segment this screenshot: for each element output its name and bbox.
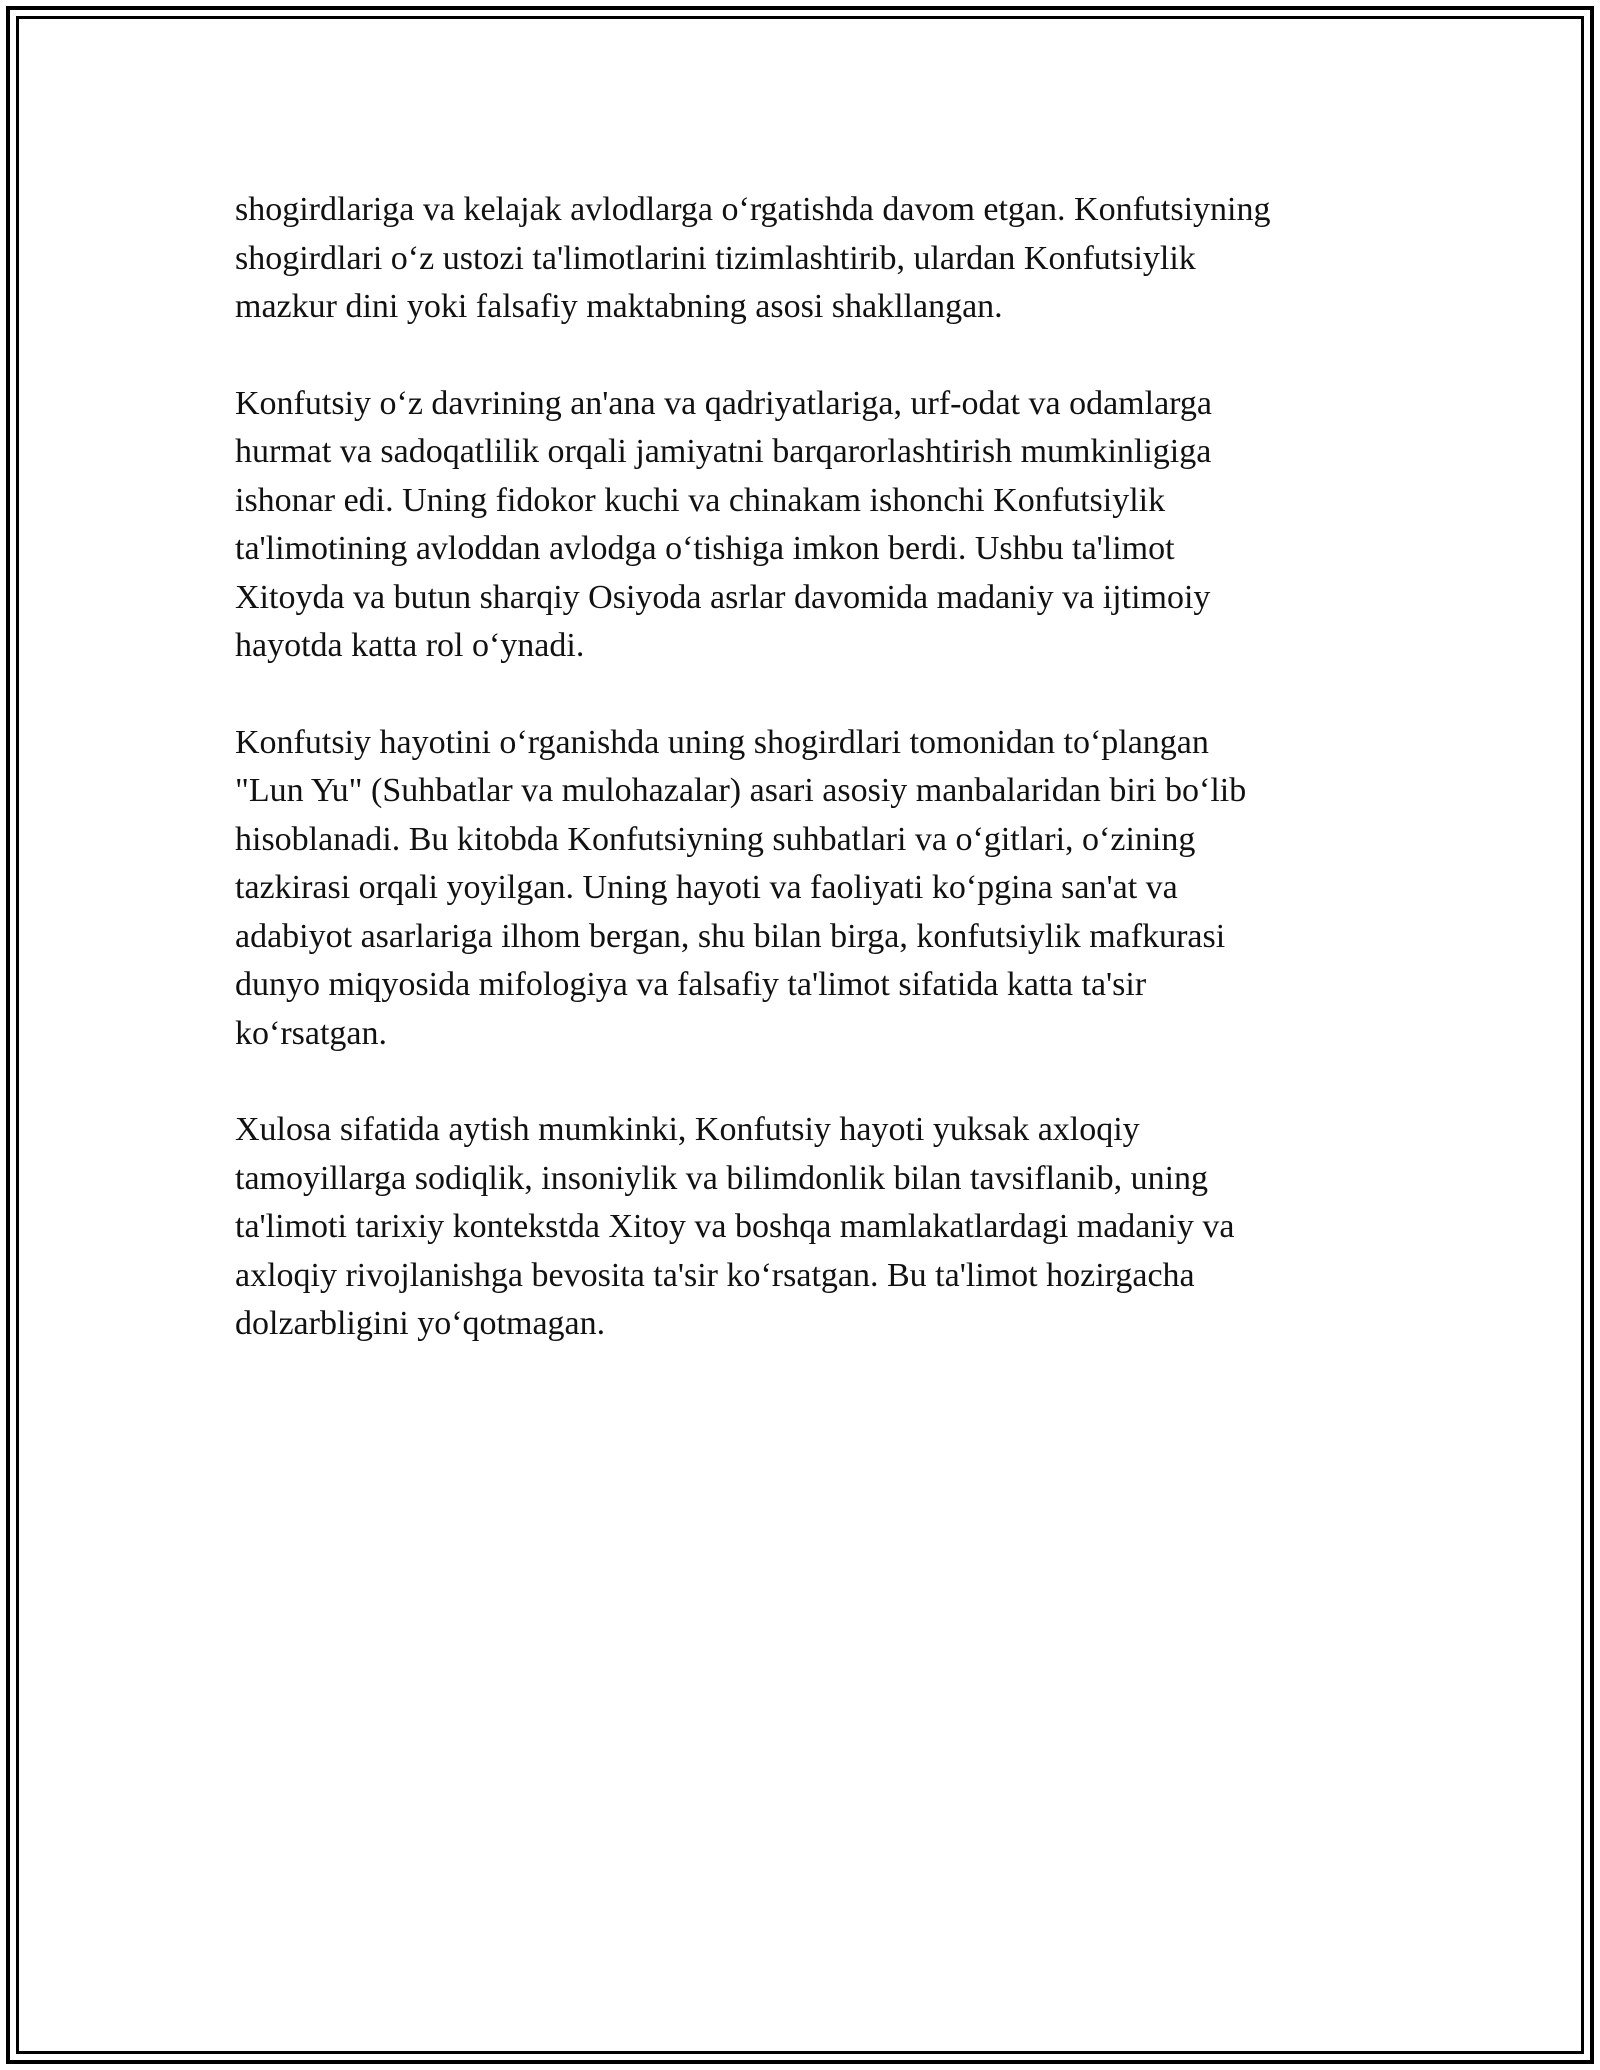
paragraph-1: shogirdlariga va kelajak avlodlarga o‘rgatishda davom etgan. Konfutsiyning shogirdlari o‘z ustozi ta'limotlarini tizimlashtirib, ulardan Konfutsiylik mazkur dini yoki falsafiy maktabning asosi shakllangan. <box>235 191 1271 325</box>
paragraph-2: Konfutsiy o‘z davrining an'ana va qadriyatlariga, urf-odat va odamlarga hurmat va sadoqatlilik orqali jamiyatni barqarorlashtirish mumkinligiga ishonar edi. Uning fidokor kuchi va chinakam ishonchi Konfutsiylik ta'limotining avloddan avlodga o‘tishiga imkon berdi. Ushbu ta'limot Xitoyda va butun sharqiy Osiyoda asrlar davomida madaniy va ijtimoiy hayotda katta rol o‘ynadi. <box>235 384 1212 664</box>
document-body <box>235 186 1415 1397</box>
paragraph-4: Xulosa sifatida aytish mumkinki, Konfutsiy hayoti yuksak axloqiy tamoyillarga sodiqlik, insoniylik va bilimdonlik bilan tavsiflanib, uning ta'limoti tarixiy kontekstda Xitoy va boshqa mamlakatlardagi madaniy va axloqiy rivojlanishga bevosita ta'sir ko‘rsatgan. Bu ta'limot hozirgacha dolzarbligini yo‘qotmagan. <box>235 1111 1235 1342</box>
paragraph-3: Konfutsiy hayotini o‘rganishda uning shogirdlari tomonidan to‘plangan "Lun Yu" (Suhbatlar va mulohazalar) asari asosiy manbalaridan biri bo‘lib hisoblanadi. Bu kitobda Konfutsiyning suhbatlari va o‘gitlari, o‘zining tazkirasi orqali yoyilgan. Uning hayoti va faoliyati ko‘pgina san'at va adabiyot asarlariga ilhom bergan, shu bilan birga, konfutsiylik mafkurasi dunyo miqyosida mifologiya va falsafiy ta'limot sifatida katta ta'sir ko‘rsatgan. <box>235 723 1247 1052</box>
